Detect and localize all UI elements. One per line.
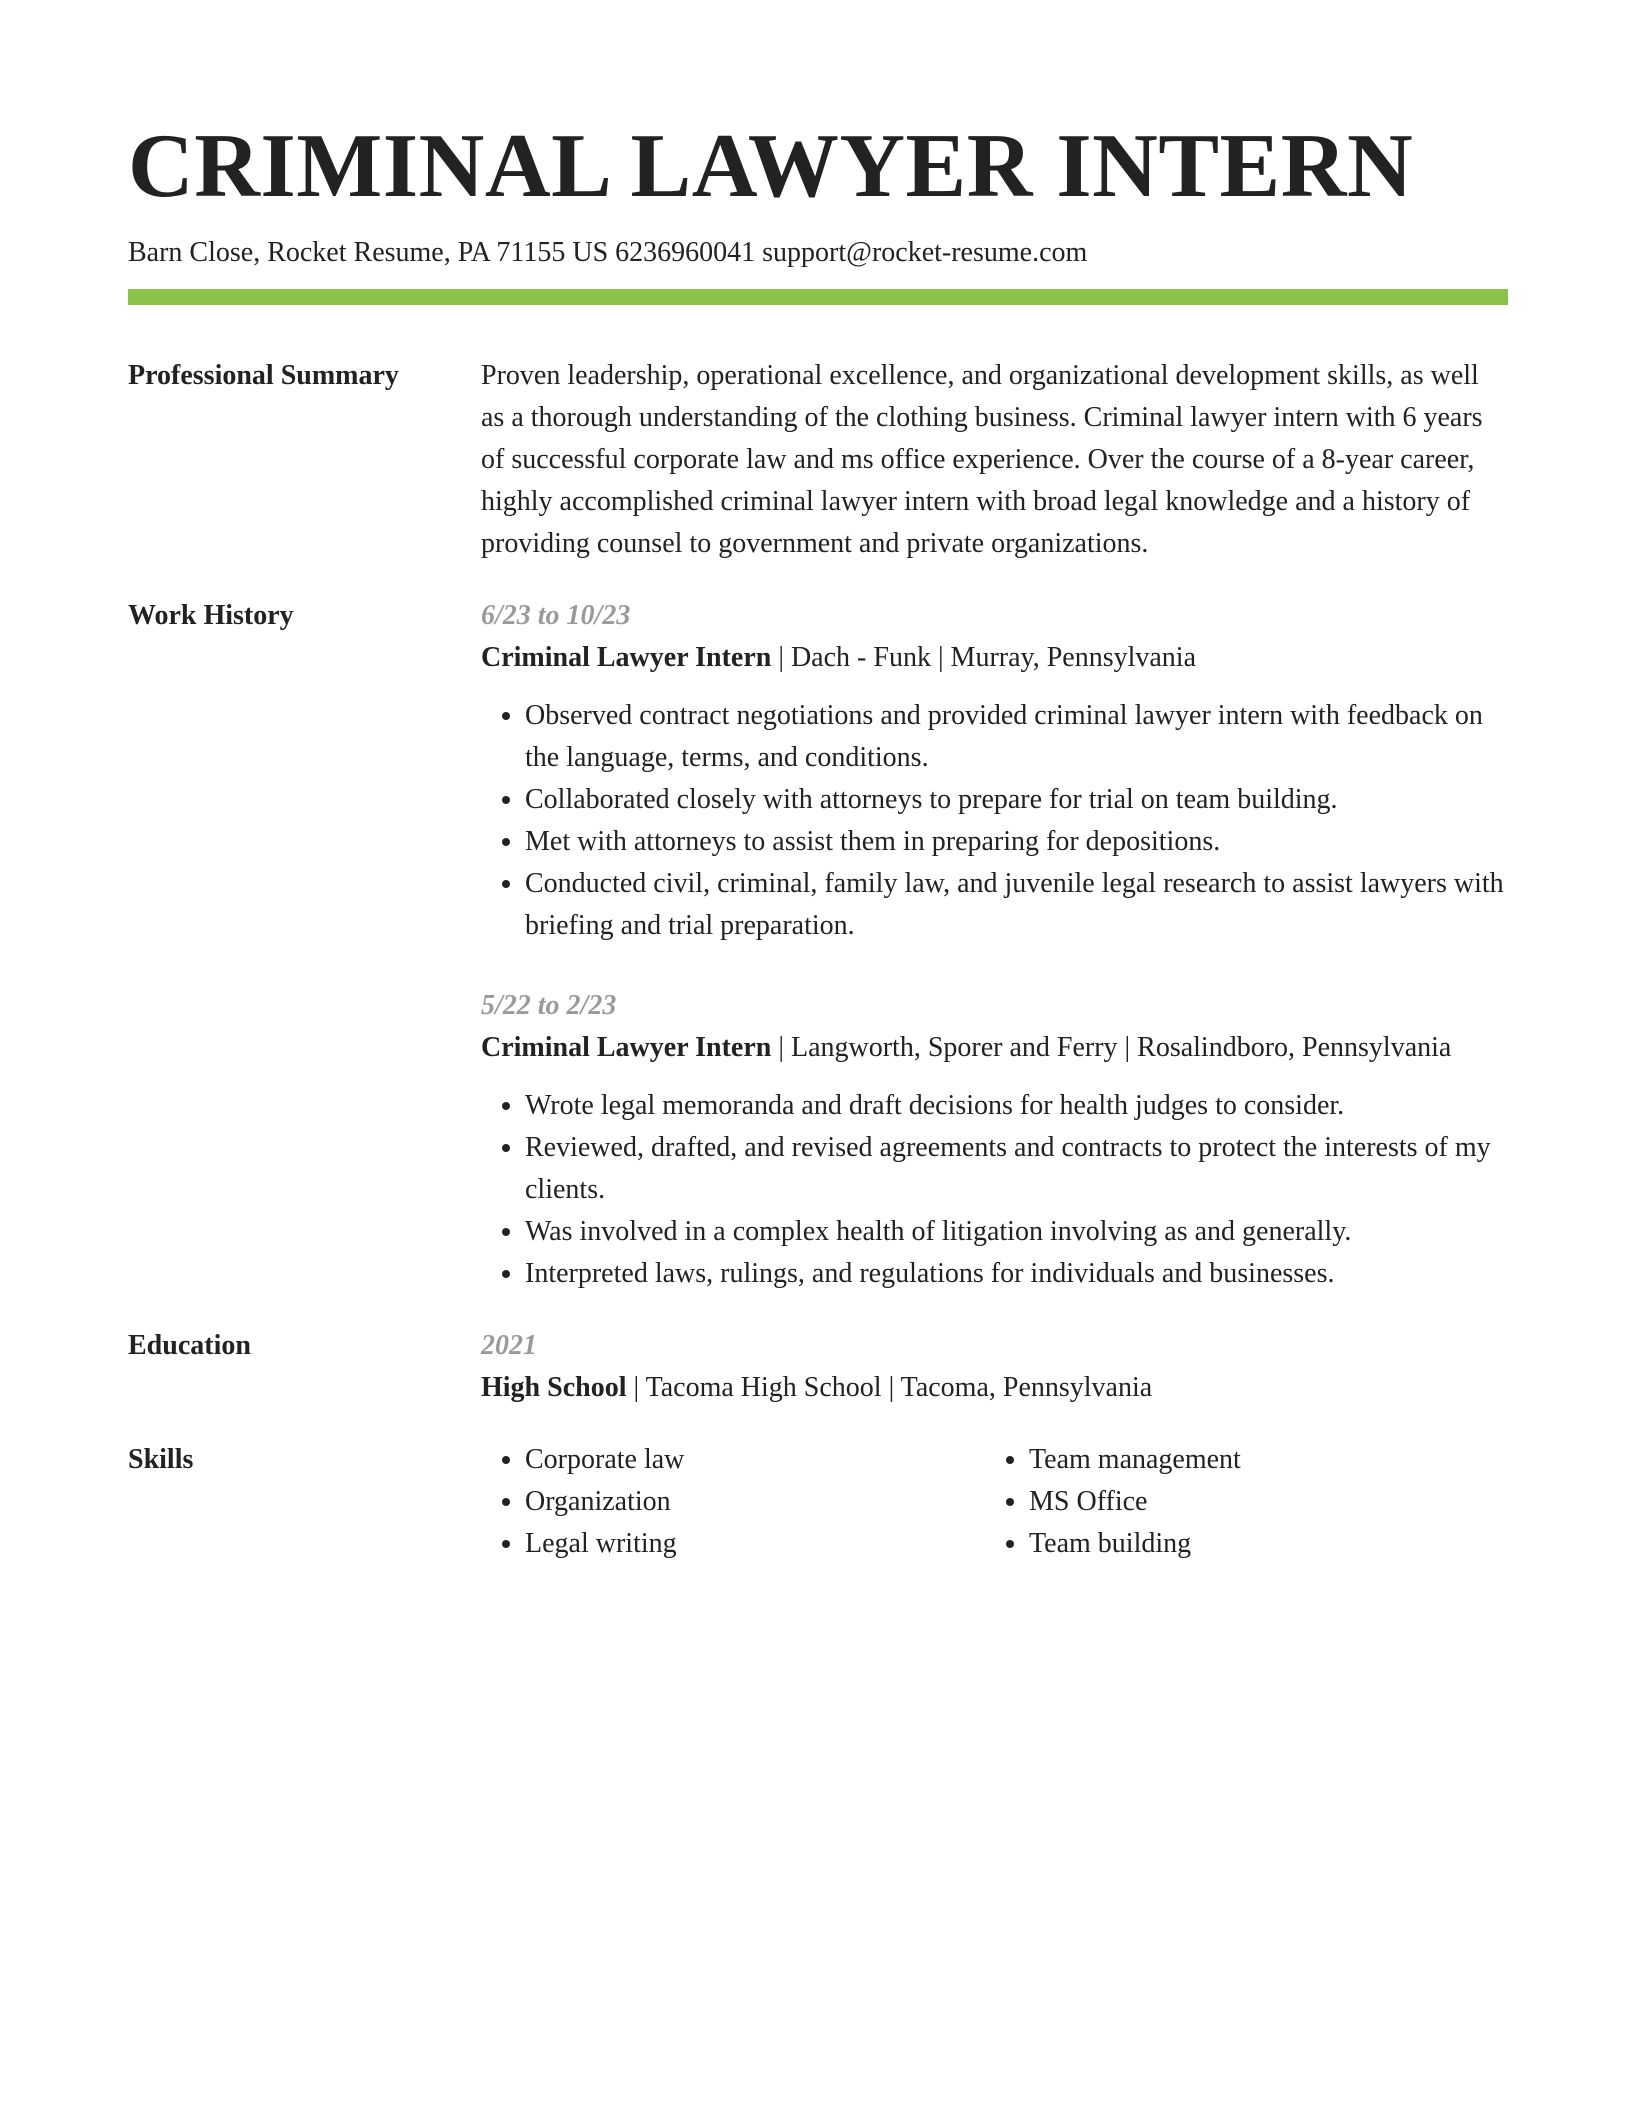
candidate-name: CRIMINAL LAWYER INTERN <box>128 115 1414 216</box>
list-item: • Collaborated closely with attorneys to prepare for trial on team building. <box>525 779 1508 821</box>
job-details: | Langworth, Sporer and Ferry | Rosalindboro, Pennsylvania <box>771 1032 1452 1063</box>
education-line <box>481 1367 1508 1409</box>
section-title: Professional Summary <box>128 360 399 391</box>
list-item: • Interpreted laws, rulings, and regulations for individuals and businesses. <box>525 1253 1508 1295</box>
skills-section <box>128 1439 1508 1565</box>
resume-page <box>128 115 1508 1565</box>
section-title: Skills <box>128 1444 194 1475</box>
work-history-body <box>481 595 1508 1295</box>
education-year: 2021 <box>481 1330 537 1361</box>
skill-item: • Legal writing <box>525 1523 985 1565</box>
skill-item: • Team management <box>1029 1439 1489 1481</box>
summary-section <box>128 355 1508 565</box>
skills-column-left <box>481 1439 985 1565</box>
skills-column-right <box>985 1439 1489 1565</box>
skill-item: • Team building <box>1029 1523 1489 1565</box>
header-divider <box>128 289 1508 305</box>
list-item: • Was involved in a complex health of litigation involving as and generally. <box>525 1211 1508 1253</box>
list-item: • Wrote legal memoranda and draft decisions for health judges to consider. <box>525 1085 1508 1127</box>
job-dates: 5/22 to 2/23 <box>481 990 617 1021</box>
section-title: Education <box>128 1330 251 1361</box>
job-role-line <box>481 637 1508 679</box>
education-body <box>481 1325 1508 1409</box>
education-details: | Tacoma High School | Tacoma, Pennsylvania <box>626 1372 1153 1403</box>
job-entry <box>481 985 1508 1295</box>
section-title: Work History <box>128 600 294 631</box>
job-bullets <box>481 695 1508 947</box>
list-item: • Observed contract negotiations and provided criminal lawyer intern with feedback on the language, terms, and conditions. <box>525 695 1508 779</box>
job-role-line <box>481 1027 1508 1069</box>
job-title: Criminal Lawyer Intern <box>481 642 772 673</box>
job-bullets <box>481 1085 1508 1295</box>
list-item: • Reviewed, drafted, and revised agreements and contracts to protect the interests of my clients. <box>525 1127 1508 1211</box>
summary-text: Proven leadership, operational excellence, and organizational development skills, as well as a thorough understanding of the clothing business. Criminal lawyer intern with 6 years of successful corporate law and ms office experience. Over the course of a 8-year career, highly accomplished criminal lawyer intern with broad legal knowledge and a history of providing counsel to government and private organizations. <box>481 360 1483 559</box>
skill-item: • Organization <box>525 1481 985 1523</box>
job-dates: 6/23 to 10/23 <box>481 600 631 631</box>
skill-item: • Corporate law <box>525 1439 985 1481</box>
work-history-section <box>128 595 1508 1295</box>
skills-grid <box>481 1439 1508 1565</box>
job-details: | Dach - Funk | Murray, Pennsylvania <box>771 642 1197 673</box>
skill-item: • MS Office <box>1029 1481 1489 1523</box>
education-section <box>128 1325 1508 1409</box>
job-title: Criminal Lawyer Intern <box>481 1032 772 1063</box>
list-item: • Met with attorneys to assist them in preparing for depositions. <box>525 821 1508 863</box>
degree: High School <box>481 1372 627 1403</box>
contact-line: Barn Close, Rocket Resume, PA 71155 US 6236960041 support@rocket-resume.com <box>128 237 1088 268</box>
job-entry <box>481 595 1508 947</box>
list-item: • Conducted civil, criminal, family law, and juvenile legal research to assist lawyers with briefing and trial preparation. <box>525 863 1508 947</box>
skills-body <box>481 1439 1508 1565</box>
